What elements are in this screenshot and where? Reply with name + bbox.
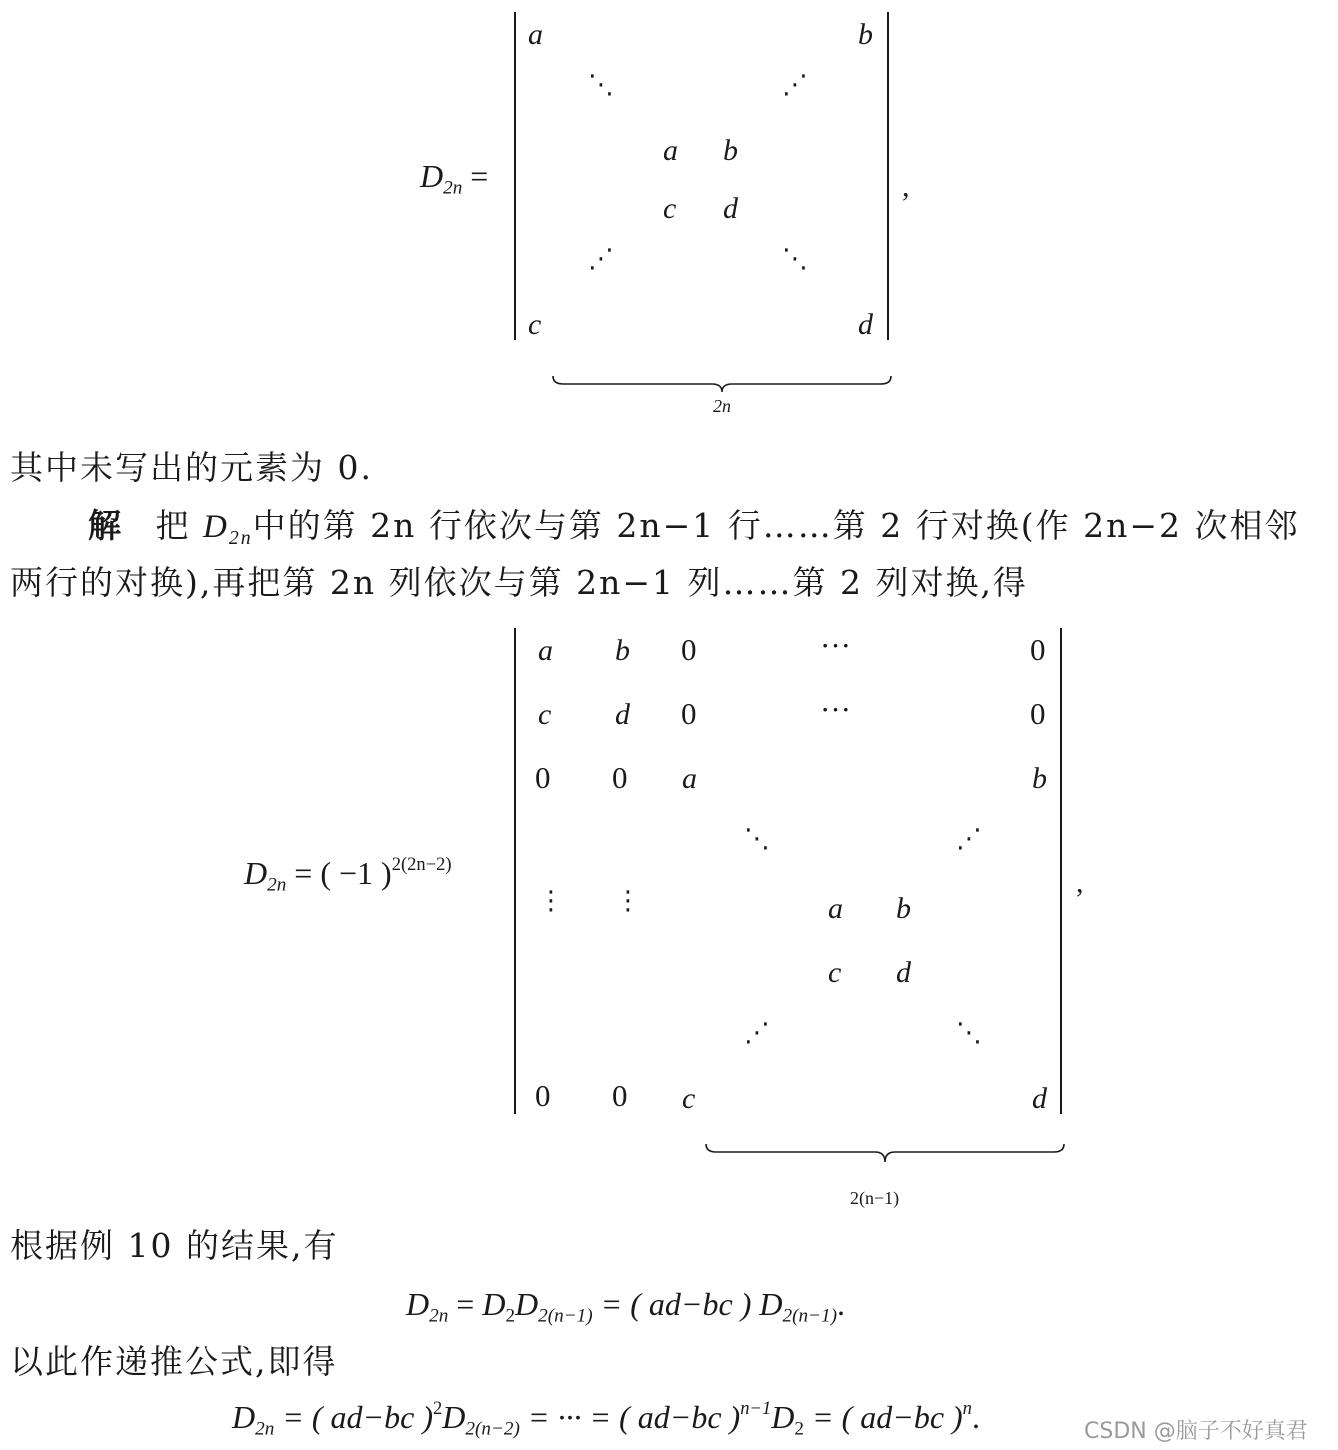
paragraph-example-10: 根据例 10 的结果,有: [10, 1226, 339, 1265]
det2-r2-last-zero: 0: [1030, 696, 1046, 731]
watermark: CSDN @脑子不好真君: [1084, 1419, 1308, 1444]
det2-r1-hdots: ···: [820, 628, 851, 663]
det2-mid-d: d: [896, 956, 911, 989]
det2-r2-zero: 0: [681, 696, 697, 731]
solution-label: 解: [88, 506, 123, 545]
det2-vdots-col1-icon: ⋮: [538, 886, 564, 916]
det2-mid-b: b: [896, 892, 911, 925]
det2-r1-zero: 0: [681, 632, 697, 667]
det1-b-top: b: [858, 18, 873, 51]
equation-2: $D_{2n}$ = ( ad−bc )$^2D_{2(n-2)}$ = ··· = ( ad−bc )$^{n-1}D_2$ = ( ad−bc )$^n$.: [232, 1398, 980, 1440]
det2-rlast-c: c: [682, 1082, 696, 1115]
det1-a-top: a: [528, 18, 543, 51]
det2-r3-a: a: [682, 762, 697, 795]
det2-udots-tr-icon: ⋰: [956, 824, 982, 854]
det1-udots-tr-icon: ⋰: [782, 70, 808, 100]
det2-brace-label: 2(n−1): [850, 1188, 900, 1208]
det1-right-bar: [887, 12, 889, 340]
det1-b-mid: b: [723, 134, 738, 167]
det2-r3-b: b: [1032, 762, 1047, 795]
det1-c-mid: c: [663, 192, 677, 225]
det2-lhs: $D_{2n}$ = ( −1 )$^{2(2n-2)}$: [244, 854, 452, 896]
det1-c-bottom: c: [528, 308, 542, 341]
det1-lhs: $D_{2n}$ =: [420, 158, 489, 199]
det2-underbrace: [703, 1142, 1067, 1166]
solution-line-2: 两行的对换),再把第 2n 列依次与第 2n−1 列……第 2 列对换,得: [10, 563, 1028, 602]
det2-ddots-tl-icon: ⋱: [744, 824, 770, 854]
det2-rlast-d: d: [1032, 1082, 1047, 1115]
det2-right-bar: [1060, 628, 1062, 1114]
det2-r3-zero-2: 0: [612, 760, 628, 795]
det2-comma: ,: [1076, 866, 1084, 899]
det1-d-bottom: d: [858, 308, 873, 341]
solution-line-1: 解 把 $D_{2n}$中的第 2n 行依次与第 2n−1 行……第 2 行对换(作 2n−2 次相邻: [88, 506, 1300, 549]
paragraph-zero-elements: 其中未写出的元素为 0.: [10, 448, 373, 487]
det2-udots-bl-icon: ⋰: [744, 1018, 770, 1048]
det2-r2-hdots: ···: [820, 692, 851, 727]
det2-r1-last-zero: 0: [1030, 632, 1046, 667]
det2-vdots-col2-icon: ⋮: [615, 886, 641, 916]
det1-d-mid: d: [723, 192, 738, 225]
det1-brace-label: 2n: [713, 396, 731, 416]
det2-r1-a: a: [538, 634, 553, 667]
det2-mid-c: c: [828, 956, 842, 989]
equation-1: $D_{2n} = D_2D_{2(n-1)}$ = ( ad−bc ) $D_{2(n-1)}$.: [406, 1286, 845, 1327]
det2-r2-d: d: [615, 698, 630, 731]
det2-r3-zero-1: 0: [535, 760, 551, 795]
det2-left-bar: [514, 628, 516, 1114]
det1-ddots-tl-icon: ⋱: [588, 70, 614, 100]
det2-ddots-br-icon: ⋱: [956, 1018, 982, 1048]
det1-ddots-br-icon: ⋱: [782, 244, 808, 274]
det2-r2-c: c: [538, 698, 552, 731]
det2-r1-b: b: [615, 634, 630, 667]
det1-underbrace: [550, 374, 895, 396]
det1-left-bar: [514, 12, 516, 340]
det1-udots-bl-icon: ⋰: [588, 244, 614, 274]
det2-mid-a: a: [828, 892, 843, 925]
det1-comma: ,: [902, 170, 910, 203]
det2-rlast-zero-2: 0: [612, 1078, 628, 1113]
det1-a-mid: a: [663, 134, 678, 167]
paragraph-recurrence: 以此作递推公式,即得: [10, 1342, 338, 1381]
det2-rlast-zero-1: 0: [535, 1078, 551, 1113]
